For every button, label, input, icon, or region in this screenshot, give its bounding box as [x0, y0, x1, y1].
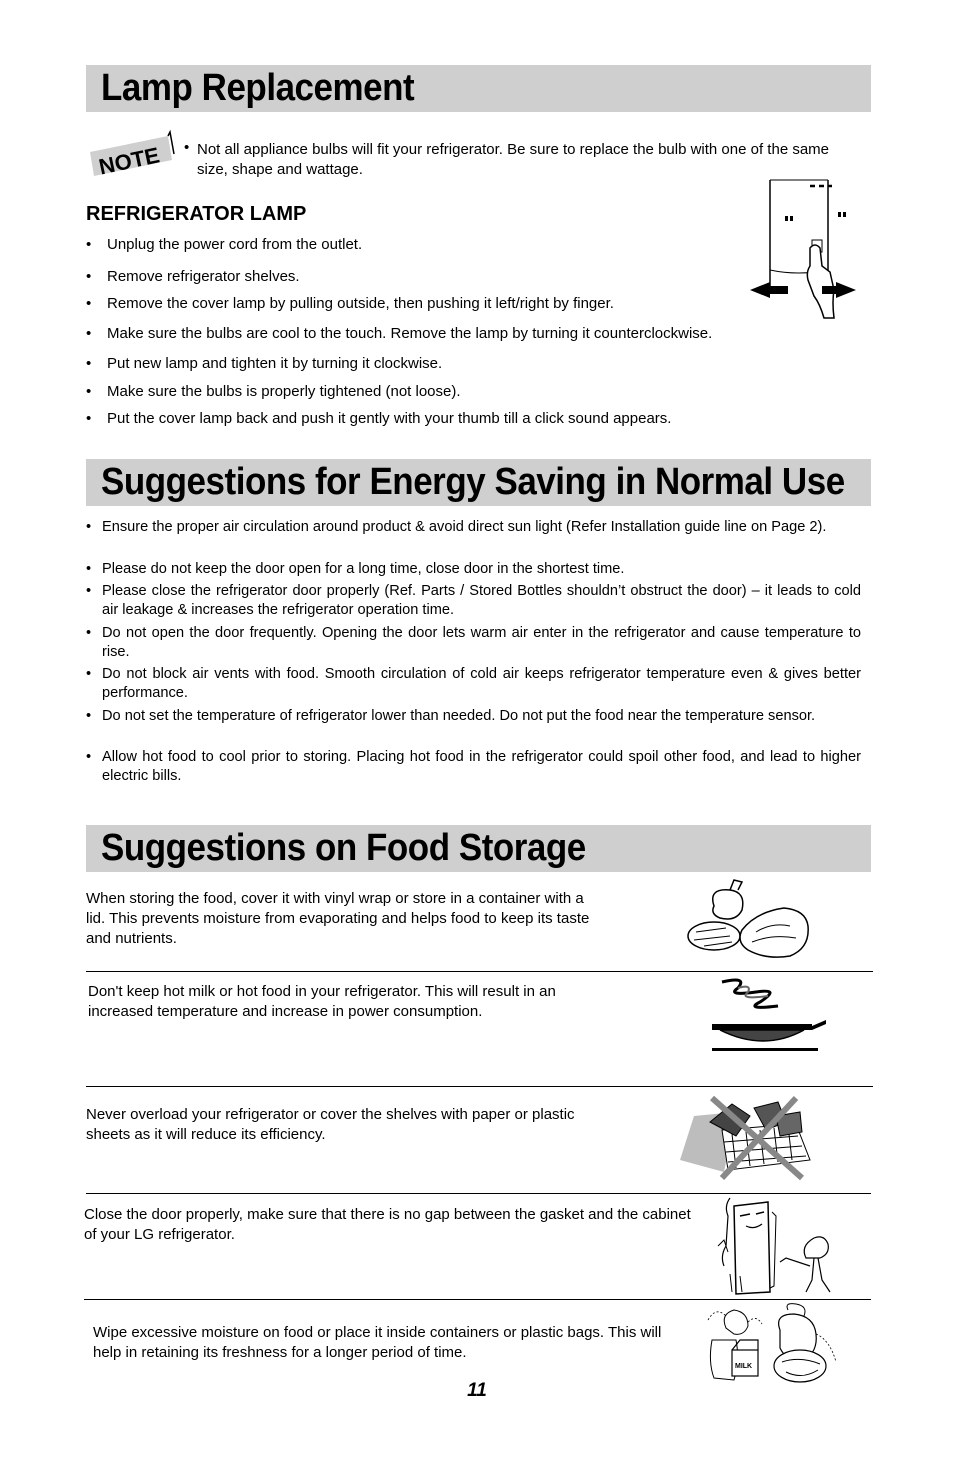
- refrigerator-lamp-heading: REFRIGERATOR LAMP: [86, 203, 307, 225]
- lamp-step: • Put new lamp and tighten it by turning it clockwise.: [86, 355, 443, 372]
- divider: [86, 1193, 871, 1194]
- note-badge-label: NOTE: [96, 142, 162, 180]
- food-section-header: [86, 825, 871, 872]
- milk-carton-label: MILK: [735, 1363, 753, 1370]
- divider: [86, 971, 873, 972]
- energy-section-title: Suggestions for Energy Saving in Normal Use: [101, 461, 845, 503]
- lamp-cover-illustration: [748, 178, 858, 323]
- lamp-step: • Make sure the bulbs are cool to the touch. Remove the lamp by turning it counterclockwise.: [86, 325, 713, 342]
- energy-section-header: [86, 459, 871, 506]
- energy-tip: • Allow hot food to cool prior to storing. Placing hot food in the refrigerator could spoil other food, and lead to higher electric bills.: [86, 749, 861, 784]
- energy-tip: • Do not open the door frequently. Opening the door lets warm air enter in the refrigerator and cause temperature to rise.: [86, 625, 861, 660]
- note-body: Not all appliance bulbs will fit your refrigerator. Be sure to replace the bulb with one of the same size, shape and wattage.: [197, 141, 830, 178]
- hot-pan-illustration: [708, 976, 828, 1056]
- wrapped-food-illustration: [686, 876, 814, 962]
- door-gap-illustration: [710, 1196, 850, 1296]
- overloaded-shelf-illustration: [676, 1094, 816, 1184]
- note-badge: [86, 130, 178, 180]
- note-icon: [86, 130, 178, 180]
- lamp-step: • Make sure the bulbs is properly tightened (not loose).: [86, 383, 461, 400]
- energy-tip: • Ensure the proper air circulation around product & avoid direct sun light (Refer Installation guide line on Page 2).: [86, 519, 827, 535]
- energy-tip: • Do not set the temperature of refrigerator lower than needed. Do not put the food near the temperature sensor.: [86, 708, 816, 724]
- wrapped-containers-illustration: [704, 1300, 844, 1386]
- lamp-step: • Remove the cover lamp by pulling outside, then pushing it left/right by finger.: [86, 295, 614, 312]
- energy-tip: • Please close the refrigerator door properly (Ref. Parts / Stored Bottles shouldn’t obstruct the door) – it leads to cold air leakage & increases the refrigerator operation time.: [86, 583, 861, 618]
- lamp-section-header: [86, 65, 871, 112]
- food-tip-text: Never overload your refrigerator or cover the shelves with paper or plastic sheets as it will reduce its efficiency.: [86, 1106, 575, 1143]
- food-tip-text: Don't keep hot milk or hot food in your refrigerator. This will result in an increased temperature and increase in power consumption.: [88, 983, 556, 1020]
- lamp-step: • Put the cover lamp back and push it gently with your thumb till a click sound appears.: [86, 410, 672, 427]
- lamp-section-title: Lamp Replacement: [101, 67, 415, 109]
- page-number: 11: [467, 1380, 487, 1401]
- energy-tip: • Please do not keep the door open for a long time, close door in the shortest time.: [86, 561, 625, 577]
- lamp-step: • Unplug the power cord from the outlet.: [86, 236, 363, 253]
- food-section-title: Suggestions on Food Storage: [101, 827, 586, 869]
- divider: [86, 1086, 873, 1087]
- lamp-step: • Remove refrigerator shelves.: [86, 268, 300, 285]
- food-tip-text: When storing the food, cover it with vinyl wrap or store in a container with a lid. This prevents moisture from evaporating and helps food to keep its taste and nutrients.: [86, 890, 590, 947]
- food-tip-text: Close the door properly, make sure that there is no gap between the gasket and the cabinet of your LG refrigerator.: [84, 1206, 691, 1243]
- food-tip-text: Wipe excessive moisture on food or place it inside containers or plastic bags. This will help in retaining its freshness for a longer period of time.: [93, 1324, 662, 1361]
- note-bullet: •: [184, 139, 190, 156]
- note-text: [184, 140, 864, 180]
- energy-tip: • Do not block air vents with food. Smooth circulation of cold air keeps refrigerator temperature even & gives better performance.: [86, 666, 861, 701]
